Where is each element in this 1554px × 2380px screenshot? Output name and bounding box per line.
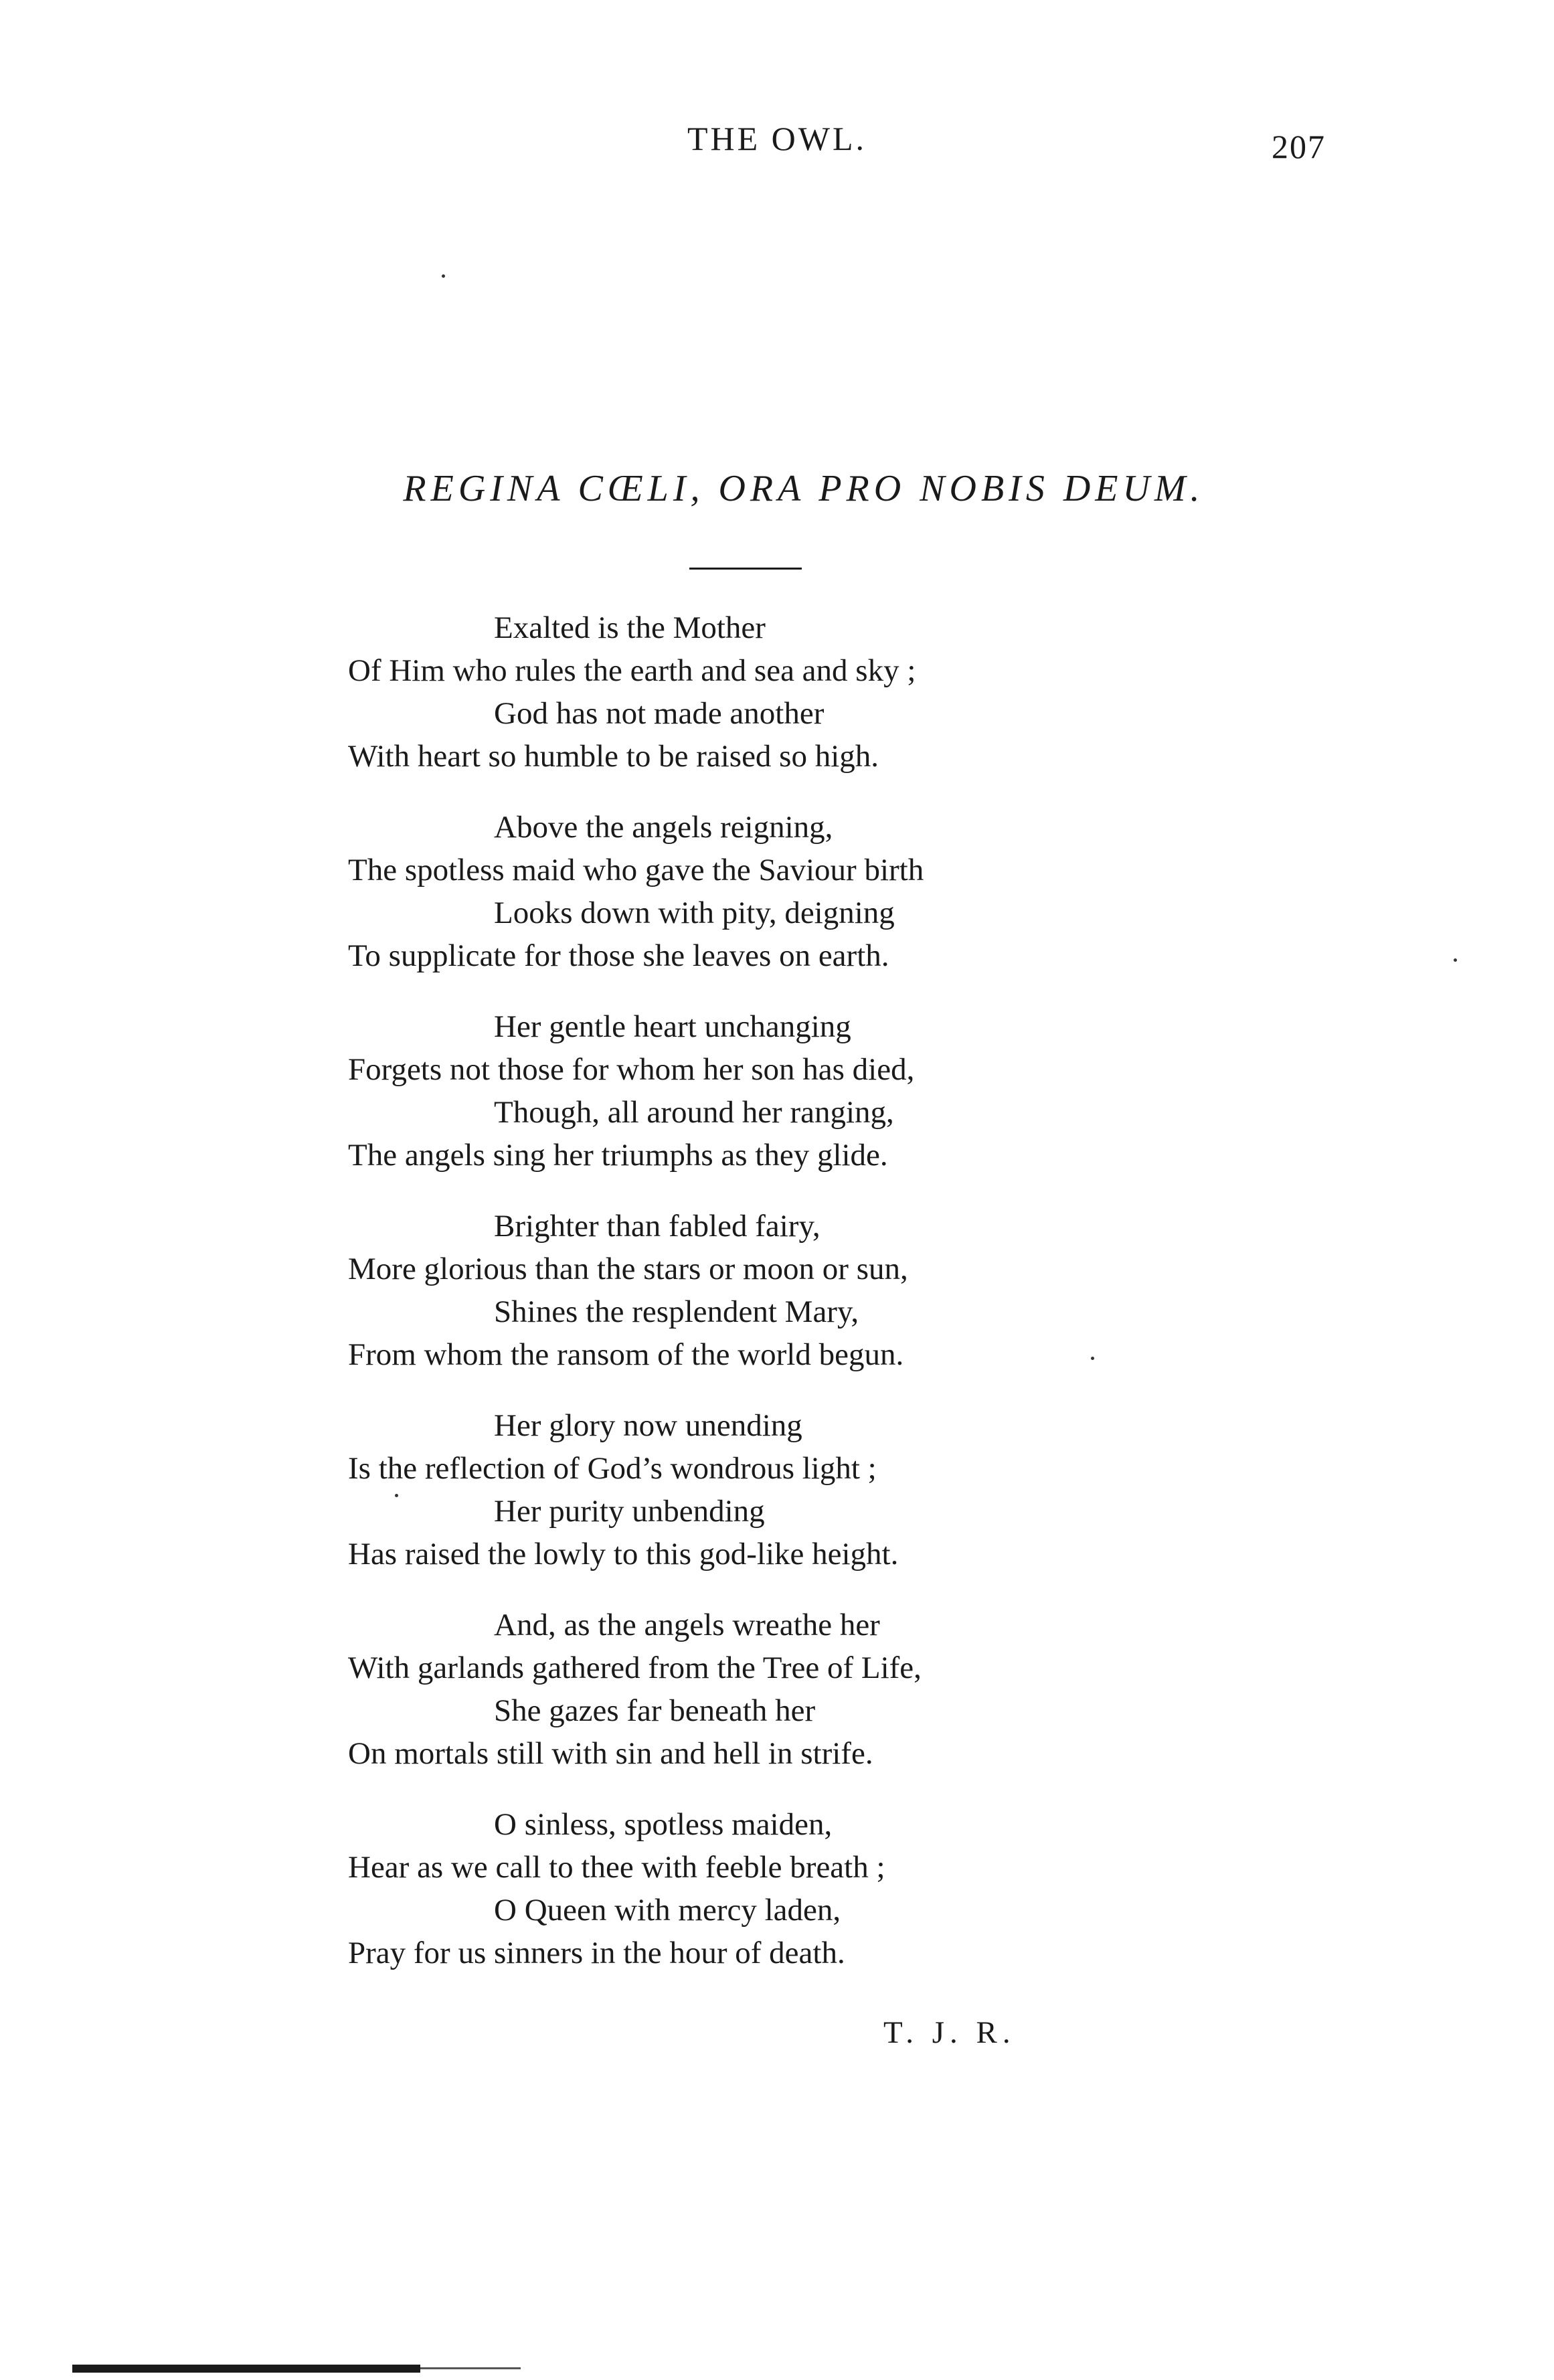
poem-line: Though, all around her ranging,: [494, 1095, 894, 1130]
poem-line: Exalted is the Mother: [494, 610, 766, 645]
stanza-3: [348, 1005, 1432, 1177]
poem-line: On mortals still with sin and hell in strife.: [348, 1736, 873, 1771]
poem-line: The angels sing her triumphs as they glide.: [348, 1138, 888, 1173]
stanza-2: [348, 806, 1432, 977]
poem-line: Hear as we call to thee with feeble breath ;: [348, 1850, 885, 1885]
poem-line: O Queen with mercy laden,: [494, 1893, 841, 1928]
poem-line: She gazes far beneath her: [494, 1693, 816, 1728]
scan-speck: [1091, 1357, 1094, 1360]
poem-line: Her purity unbending: [494, 1494, 765, 1529]
poem-line: With heart so humble to be raised so high.: [348, 739, 879, 774]
poem-line: More glorious than the stars or moon or sun,: [348, 1252, 908, 1286]
poem-line: Has raised the lowly to this god-like height.: [348, 1537, 899, 1571]
scan-speck: [1454, 958, 1457, 962]
scan-speck: [442, 274, 445, 278]
running-head: THE OWL.: [687, 120, 867, 157]
poem-line: Looks down with pity, deigning: [494, 896, 895, 930]
poem-line: The spotless maid who gave the Saviour birth: [348, 853, 924, 887]
title-rule: [689, 568, 802, 570]
scan-speck: [395, 1494, 398, 1497]
poem-line: To supplicate for those she leaves on earth.: [348, 938, 889, 973]
poem-line: With garlands gathered from the Tree of Life,: [348, 1650, 922, 1685]
poem-line: Pray for us sinners in the hour of death.: [348, 1936, 845, 1970]
poem-line: God has not made another: [494, 696, 825, 731]
page-edge-bar-tail: [420, 2367, 521, 2369]
poem-line: O sinless, spotless maiden,: [494, 1807, 833, 1842]
page-edge-bar: [72, 2365, 420, 2373]
poem-line: Forgets not those for whom her son has died,: [348, 1052, 915, 1087]
poem-line: Her gentle heart unchanging: [494, 1009, 851, 1044]
poem-line: Brighter than fabled fairy,: [494, 1209, 821, 1244]
stanza-7: [348, 1803, 1432, 1974]
poem-line: Is the reflection of God’s wondrous light ;: [348, 1451, 877, 1486]
poem-line: Her glory now unending: [494, 1408, 802, 1443]
author-signature: T. J. R.: [883, 2015, 1016, 2050]
poem-line: Above the angels reigning,: [494, 810, 833, 845]
stanza-4: [348, 1205, 1432, 1376]
page-number: 207: [1272, 128, 1326, 165]
stanza-1: [348, 606, 1432, 778]
poem-title: REGINA CŒLI, ORA PRO NOBIS DEUM.: [403, 468, 1205, 509]
poem-body: [348, 606, 1432, 2003]
stanza-6: [348, 1604, 1432, 1775]
poem-line: From whom the ransom of the world begun.: [348, 1337, 904, 1372]
poem-line: Shines the resplendent Mary,: [494, 1294, 859, 1329]
poem-line: Of Him who rules the earth and sea and sky ;: [348, 653, 916, 688]
poem-line: And, as the angels wreathe her: [494, 1608, 880, 1642]
stanza-5: [348, 1404, 1432, 1576]
